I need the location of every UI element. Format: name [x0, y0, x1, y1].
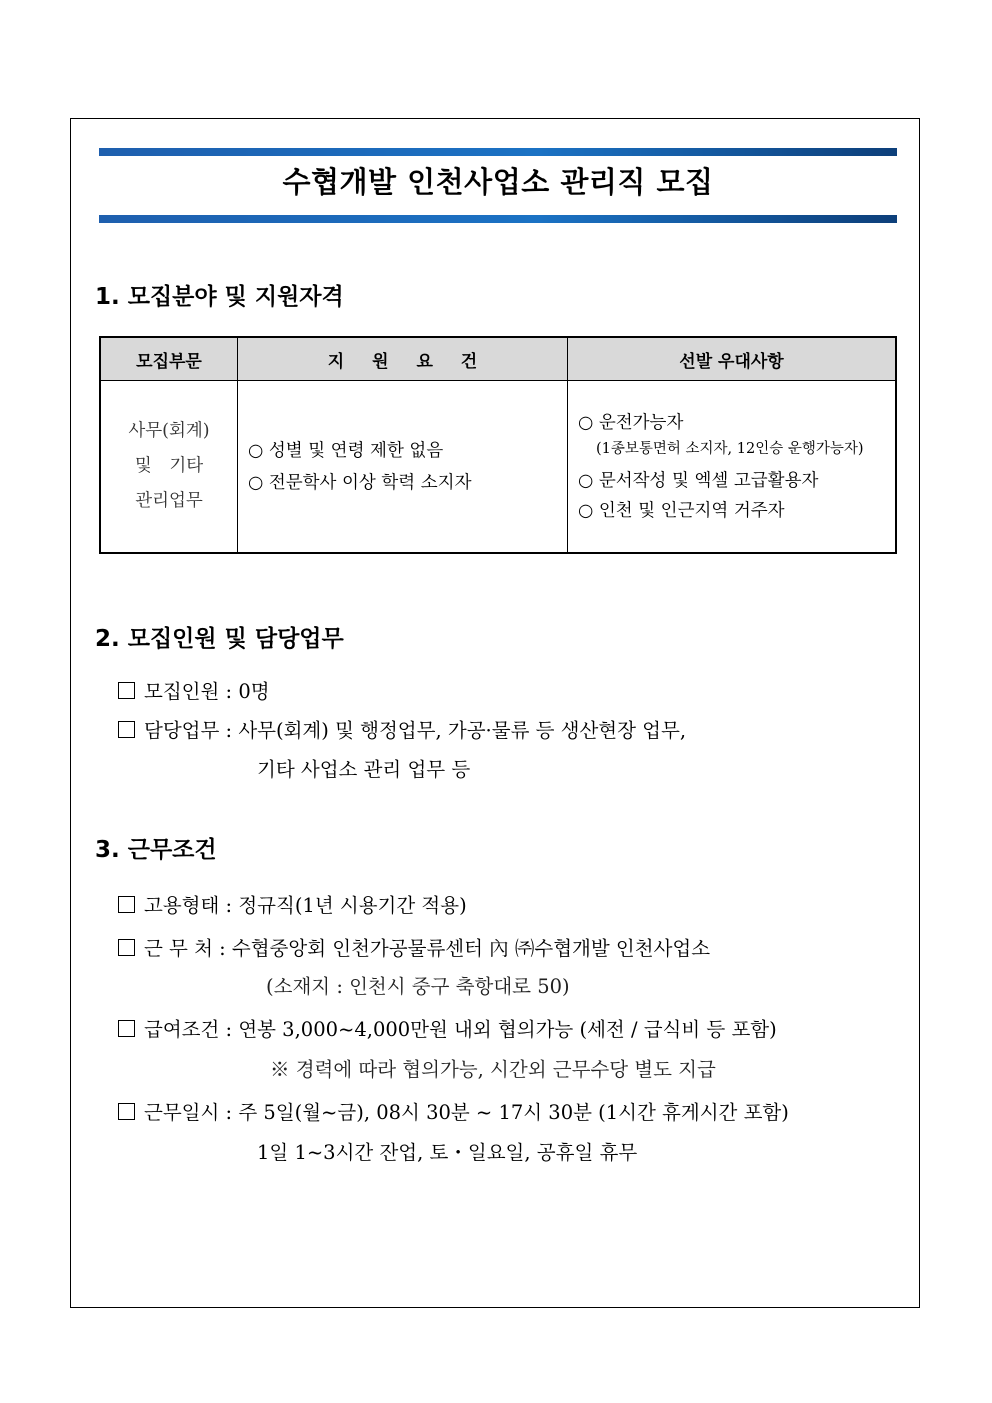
recruit-count-row: [118, 676, 270, 704]
checkbox-icon: [118, 939, 135, 956]
preference-item: ○ 인천 및 인근지역 거주자: [578, 500, 785, 521]
page-title: 수협개발 인천사업소 관리직 모집: [282, 165, 714, 199]
dept-line: 사무(회계): [128, 421, 210, 441]
section3-heading: 3. 근무조건: [95, 837, 217, 863]
employment-row: [118, 890, 467, 918]
checkbox-icon: [118, 896, 135, 913]
checkbox-icon: [118, 721, 135, 738]
section1-heading: 1. 모집분야 및 지원자격: [95, 284, 344, 310]
table-header-row: [100, 337, 896, 381]
header-requirements: 지 원 요 건: [238, 337, 568, 381]
duties-row: [118, 715, 686, 743]
checkbox-icon: [118, 1020, 135, 1037]
title-bottom-bar: [99, 215, 897, 223]
preference-note: (1종보통면허 소지자, 12인승 운행가능자): [596, 440, 864, 457]
employment-text: 고용형태 : 정규직(1년 시용기간 적용): [144, 894, 467, 917]
preference-item: ○ 운전가능자: [578, 412, 684, 433]
hours-continued: 1일 1~3시간 잔업, 토・일요일, 공휴일 휴무: [257, 1141, 638, 1164]
title-top-bar: [99, 148, 897, 156]
requirements-cell: [238, 381, 568, 554]
dept-line: 관리업무: [135, 491, 203, 511]
workplace-row: [118, 933, 710, 961]
hours-row: [118, 1097, 789, 1125]
dept-line: 및 기타: [134, 456, 204, 476]
dept-cell: [100, 381, 238, 554]
preferences-cell: [568, 381, 897, 554]
preference-item: ○ 문서작성 및 엑셀 고급활용자: [578, 470, 819, 491]
requirement-item: ○ 전문학사 이상 학력 소지자: [248, 472, 472, 493]
checkbox-icon: [118, 682, 135, 699]
header-dept: 모집부문: [100, 337, 238, 381]
hours-text: 근무일시 : 주 5일(월~금), 08시 30분 ~ 17시 30분 (1시간 휴게시간 포함): [144, 1101, 789, 1124]
workplace-address: (소재지 : 인천시 중구 축항대로 50): [266, 975, 570, 998]
table-row: [100, 381, 896, 554]
workplace-text: 근 무 처 : 수협중앙회 인천가공물류센터 內 ㈜수협개발 인천사업소: [144, 937, 711, 960]
checkbox-icon: [118, 1103, 135, 1120]
salary-text: 급여조건 : 연봉 3,000~4,000만원 내외 협의가능 (세전 / 급식비 등 포함): [144, 1018, 777, 1041]
header-preferences: 선발 우대사항: [568, 337, 897, 381]
section2-heading: 2. 모집인원 및 담당업무: [95, 626, 344, 652]
recruit-count-text: 모집인원 : 0명: [144, 680, 270, 703]
requirements-table: [99, 336, 897, 554]
requirement-item: ○ 성별 및 연령 제한 없음: [248, 440, 444, 461]
duties-continued: 기타 사업소 관리 업무 등: [257, 758, 471, 781]
salary-row: [118, 1014, 777, 1042]
duties-text: 담당업무 : 사무(회계) 및 행정업무, 가공·물류 등 생산현장 업무,: [144, 719, 687, 742]
salary-note: ※ 경력에 따라 협의가능, 시간외 근무수당 별도 지급: [270, 1058, 716, 1081]
